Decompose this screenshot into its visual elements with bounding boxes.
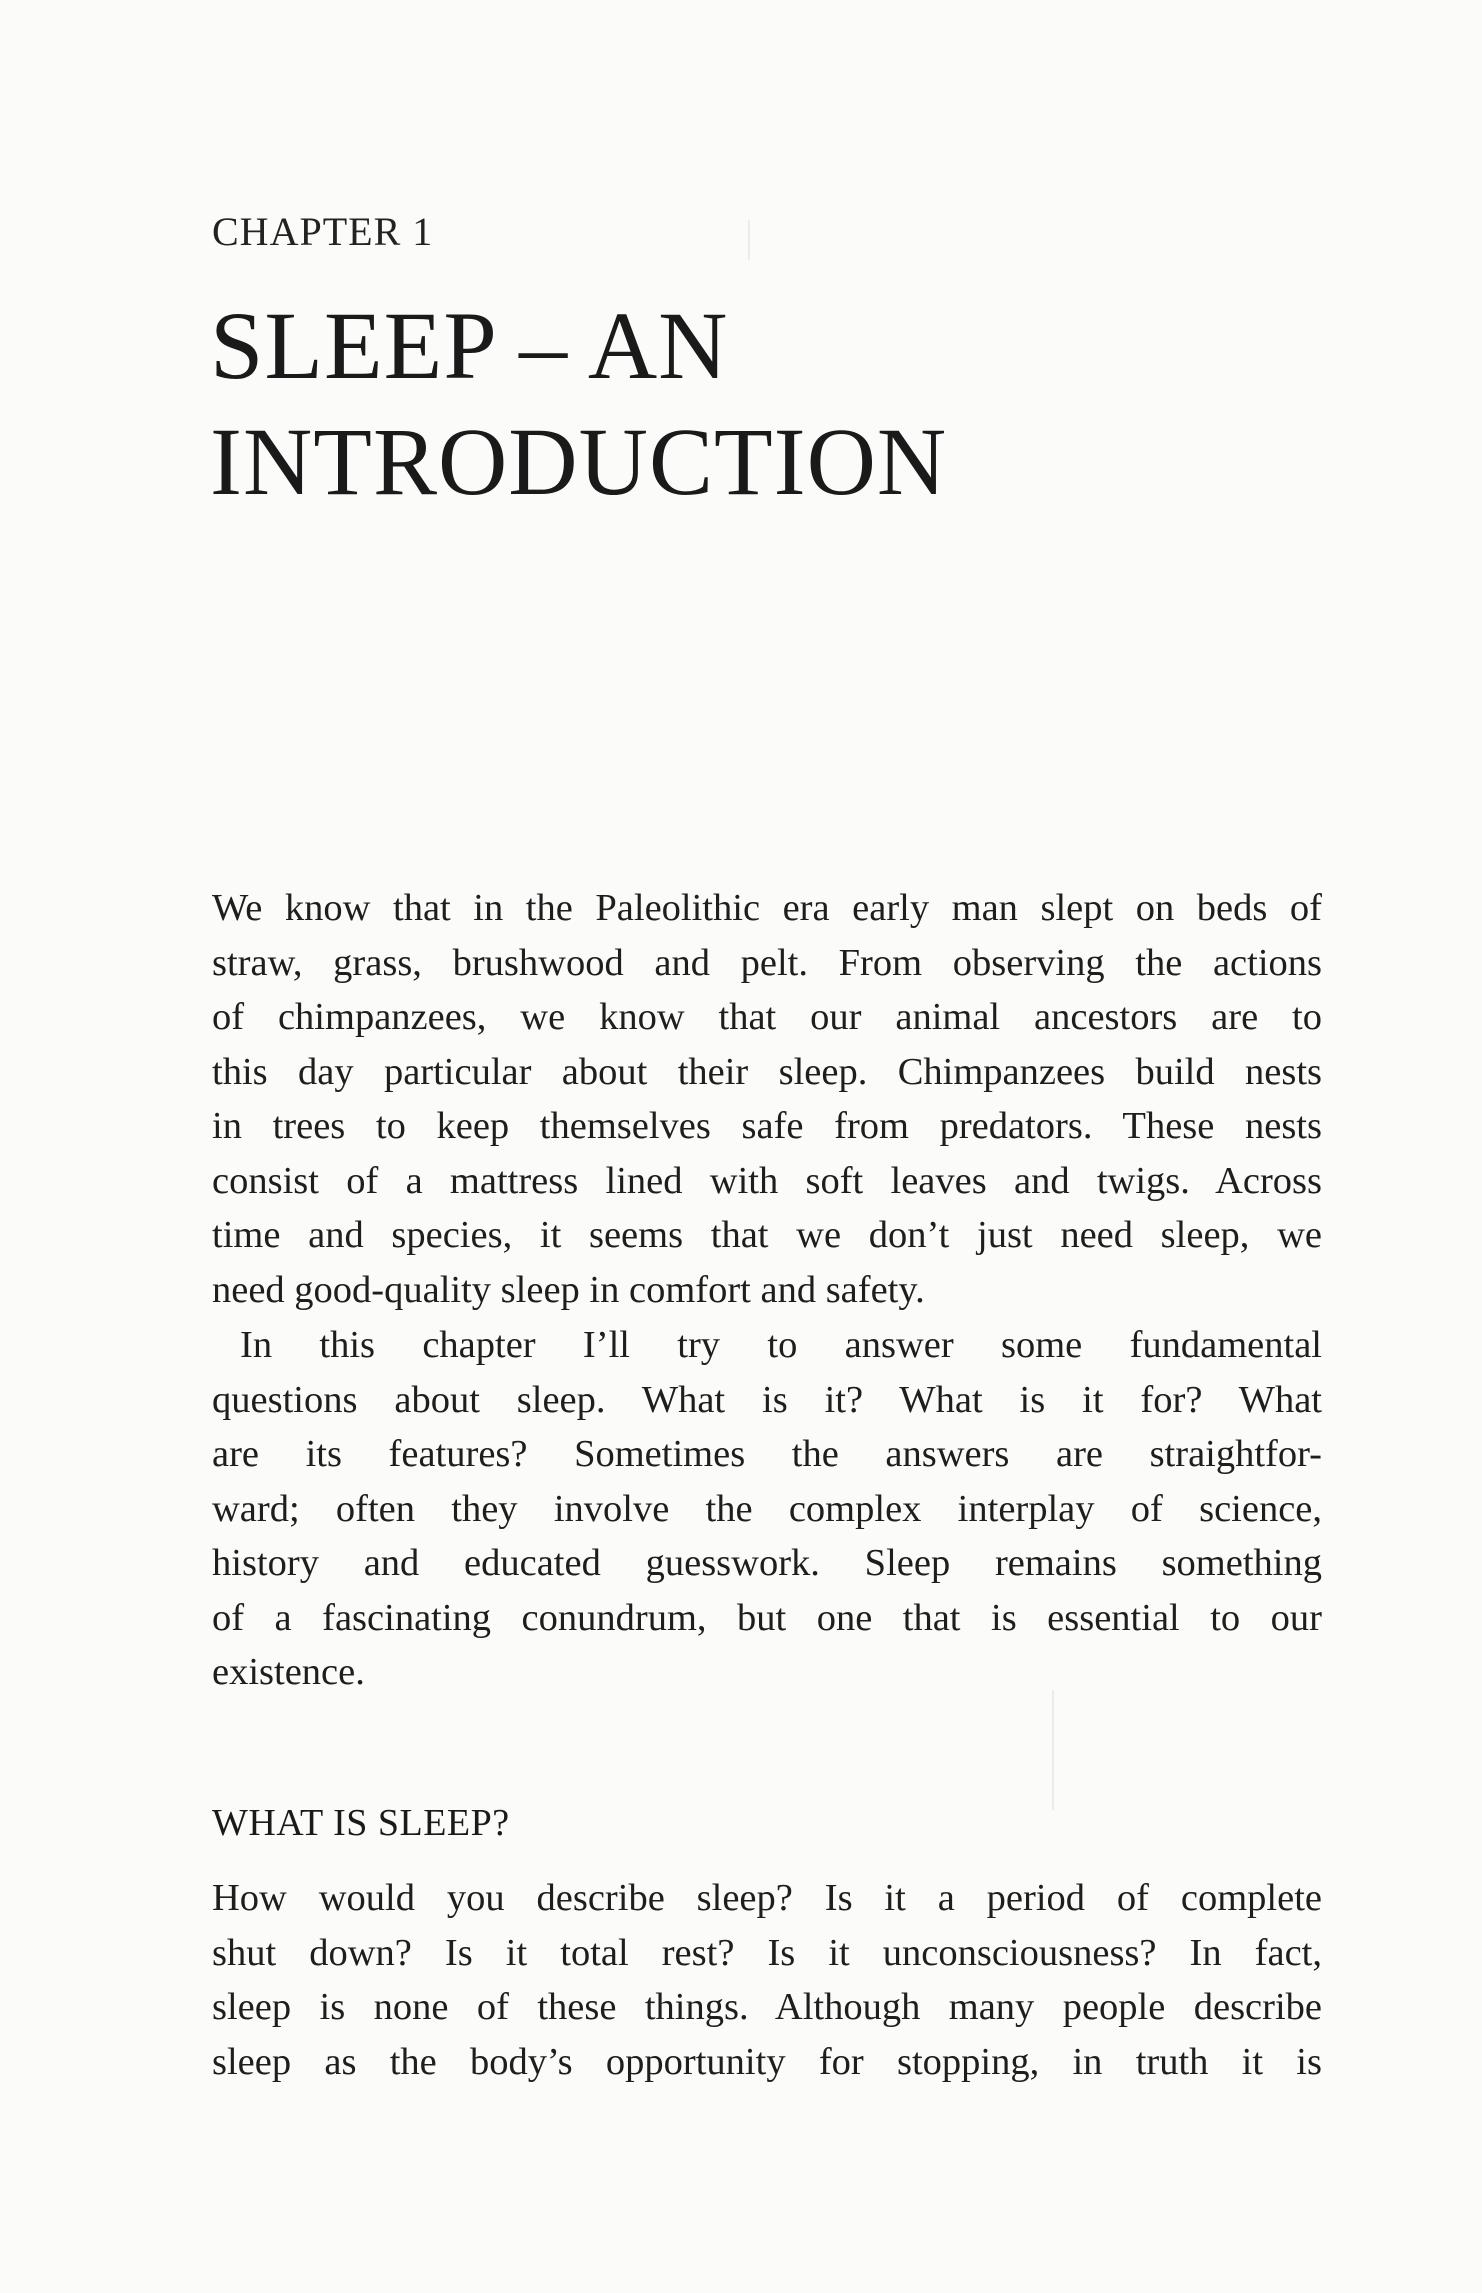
text-line: history and educated guesswork. Sleep remains something [212, 1542, 1322, 1584]
text-line: of chimpanzees, we know that our animal ancestors are to [212, 996, 1322, 1038]
chapter-title-line: INTRODUCTION [210, 408, 948, 515]
text-line: sleep is none of these things. Although many people describe [212, 1986, 1322, 2028]
text-line: ward; often they involve the complex interplay of science, [212, 1487, 1322, 1530]
chapter-title [210, 288, 947, 520]
section-paragraph [212, 1871, 1322, 2089]
text-line: time and species, it seems that we don’t just need sleep, we [212, 1214, 1322, 1256]
text-line: are its features? Sometimes the answers are straightfor- [212, 1433, 1322, 1475]
text-line: questions about sleep. What is it? What is it for? What [212, 1378, 1322, 1421]
text-line: in trees to keep themselves safe from predators. These nests [212, 1105, 1322, 1147]
text-line: shut down? Is it total rest? Is it unconsciousness? In fact, [212, 1931, 1322, 1974]
text-line: straw, grass, brushwood and pelt. From observing the actions [212, 941, 1322, 984]
text-line: of a fascinating conundrum, but one that is essential to our [212, 1596, 1322, 1639]
text-line: consist of a mattress lined with soft leaves and twigs. Across [212, 1159, 1322, 1202]
text-line: existence. [212, 1651, 365, 1693]
text-line: We know that in the Paleolithic era early man slept on beds of [212, 887, 1322, 929]
scan-artifact-line [748, 220, 750, 260]
text-line: need good-quality sleep in comfort and safety. [212, 1268, 925, 1311]
text-line: sleep as the body’s opportunity for stopping, in truth it is [212, 2040, 1322, 2083]
chapter-title-line: SLEEP – AN [210, 292, 729, 399]
chapter-label: CHAPTER 1 [212, 209, 434, 254]
scan-artifact-line [1052, 1690, 1054, 1810]
intro-paragraph-1 [212, 881, 1322, 1317]
text-line: How would you describe sleep? Is it a period of complete [212, 1877, 1322, 1919]
intro-paragraph-2 [212, 1318, 1322, 1700]
text-line: this day particular about their sleep. Chimpanzees build nests [212, 1050, 1322, 1093]
section-heading: WHAT IS SLEEP? [212, 1802, 510, 1844]
text-line: In this chapter I’ll try to answer some fundamental [240, 1324, 1322, 1366]
